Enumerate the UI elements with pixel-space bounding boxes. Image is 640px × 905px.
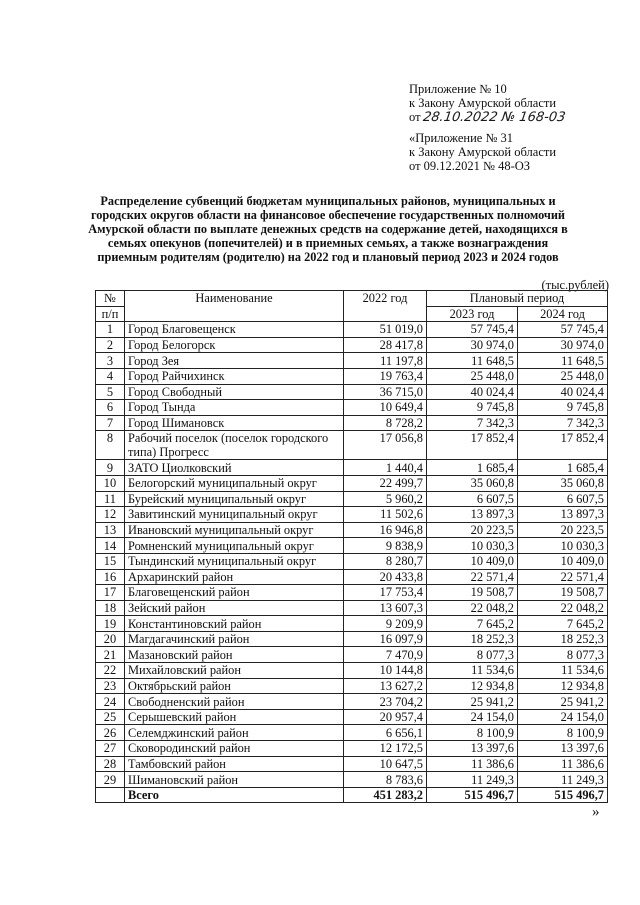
row-2022: 5 960,2	[344, 491, 427, 507]
row-name: Свободненский район	[125, 694, 344, 710]
table-row	[96, 600, 608, 616]
col-num-header-2: п/п	[96, 306, 125, 322]
row-2022: 28 417,8	[344, 337, 427, 353]
table-row	[96, 337, 608, 353]
table-row	[96, 522, 608, 538]
row-name: Город Свободный	[125, 384, 344, 400]
row-2022: 19 763,4	[344, 368, 427, 384]
table-row	[96, 647, 608, 663]
row-2024: 9 745,8	[518, 400, 608, 416]
table-header-row-1	[96, 291, 608, 307]
row-2024: 11 534,6	[518, 663, 608, 679]
row-name: Михайловский район	[125, 663, 344, 679]
row-2023: 40 024,4	[427, 384, 518, 400]
date-line	[409, 110, 565, 125]
row-name: Ромненский муниципальный округ	[125, 538, 344, 554]
row-2023: 24 154,0	[427, 709, 518, 725]
row-2023: 10 030,3	[427, 538, 518, 554]
table-row	[96, 475, 608, 491]
row-number: 1	[96, 322, 125, 338]
row-number: 18	[96, 600, 125, 616]
row-number: 4	[96, 368, 125, 384]
row-2023: 7 342,3	[427, 415, 518, 431]
row-number: 23	[96, 678, 125, 694]
table-row	[96, 585, 608, 601]
row-2022: 23 704,2	[344, 694, 427, 710]
table-row	[96, 553, 608, 569]
prev-date-line: от 09.12.2021 № 48-ОЗ	[409, 159, 531, 173]
row-2024: 24 154,0	[518, 709, 608, 725]
row-number: 2	[96, 337, 125, 353]
row-name: Магдагачинский район	[125, 631, 344, 647]
row-name: Тамбовский район	[125, 756, 344, 772]
table-row	[96, 772, 608, 788]
table-row	[96, 353, 608, 369]
row-2022: 20 433,8	[344, 569, 427, 585]
row-number: 12	[96, 507, 125, 523]
table-row	[96, 663, 608, 679]
row-2022: 9 209,9	[344, 616, 427, 632]
row-2023: 22 571,4	[427, 569, 518, 585]
row-2023: 35 060,8	[427, 475, 518, 491]
row-2022: 11 197,8	[344, 353, 427, 369]
row-2024: 57 745,4	[518, 322, 608, 338]
table-row	[96, 460, 608, 476]
table-body	[96, 322, 608, 803]
row-2024: 22 571,4	[518, 569, 608, 585]
units-label: (тыс.рублей)	[541, 278, 609, 292]
row-number: 24	[96, 694, 125, 710]
row-number: 15	[96, 553, 125, 569]
row-2022: 17 753,4	[344, 585, 427, 601]
row-name: Тындинский муниципальный округ	[125, 553, 344, 569]
row-2022: 1 440,4	[344, 460, 427, 476]
row-2024: 17 852,4	[518, 431, 608, 460]
row-2024: 30 974,0	[518, 337, 608, 353]
row-number: 28	[96, 756, 125, 772]
table-row	[96, 694, 608, 710]
row-number: 3	[96, 353, 125, 369]
row-2024: 6 607,5	[518, 491, 608, 507]
table-row	[96, 368, 608, 384]
table-row	[96, 507, 608, 523]
row-name: Город Райчихинск	[125, 368, 344, 384]
row-name: Город Белогорск	[125, 337, 344, 353]
row-number: 22	[96, 663, 125, 679]
row-name: ЗАТО Циолковский	[125, 460, 344, 476]
row-2023: 11 648,5	[427, 353, 518, 369]
row-2022: 10 144,8	[344, 663, 427, 679]
row-2023: 7 645,2	[427, 616, 518, 632]
row-2024: 18 252,3	[518, 631, 608, 647]
row-2022: 8 783,6	[344, 772, 427, 788]
row-2024: 7 645,2	[518, 616, 608, 632]
row-number: 29	[96, 772, 125, 788]
prev-appendix-line: «Приложение № 31	[409, 131, 514, 145]
row-number: 11	[96, 491, 125, 507]
row-name: Город Шимановск	[125, 415, 344, 431]
row-number: 7	[96, 415, 125, 431]
row-2023: 11 534,6	[427, 663, 518, 679]
table-row	[96, 756, 608, 772]
row-2023: 25 448,0	[427, 368, 518, 384]
row-name: Завитинский муниципальный округ	[125, 507, 344, 523]
col-num-header: №	[96, 291, 125, 307]
total-y2022: 451 283,2	[344, 787, 427, 803]
row-2024: 13 897,3	[518, 507, 608, 523]
row-number: 27	[96, 741, 125, 757]
row-name: Мазановский район	[125, 647, 344, 663]
row-2024: 25 941,2	[518, 694, 608, 710]
row-2022: 36 715,0	[344, 384, 427, 400]
row-2023: 11 249,3	[427, 772, 518, 788]
row-2024: 13 397,6	[518, 741, 608, 757]
row-name: Сковородинский район	[125, 741, 344, 757]
row-name: Белогорский муниципальный округ	[125, 475, 344, 491]
row-2024: 11 249,3	[518, 772, 608, 788]
date-prefix: от	[409, 110, 421, 124]
row-2022: 6 656,1	[344, 725, 427, 741]
col-2024-header: 2024 год	[518, 306, 608, 322]
row-name: Благовещенский район	[125, 585, 344, 601]
row-name: Архаринский район	[125, 569, 344, 585]
row-2024: 20 223,5	[518, 522, 608, 538]
row-name: Константиновский район	[125, 616, 344, 632]
row-2024: 35 060,8	[518, 475, 608, 491]
row-2024: 40 024,4	[518, 384, 608, 400]
table-row	[96, 678, 608, 694]
row-2023: 20 223,5	[427, 522, 518, 538]
row-2022: 17 056,8	[344, 431, 427, 460]
col-2023-header: 2023 год	[427, 306, 518, 322]
row-2024: 8 100,9	[518, 725, 608, 741]
table-row	[96, 491, 608, 507]
row-2022: 51 019,0	[344, 322, 427, 338]
total-row	[96, 787, 608, 803]
prev-law-line: к Закону Амурской области	[409, 145, 557, 159]
previous-appendix-header	[409, 131, 556, 173]
row-number: 25	[96, 709, 125, 725]
row-name: Город Тында	[125, 400, 344, 416]
row-2023: 1 685,4	[427, 460, 518, 476]
row-name: Рабочий поселок (поселок городского типа) Прогресс	[125, 431, 344, 460]
row-2023: 18 252,3	[427, 631, 518, 647]
row-2023: 30 974,0	[427, 337, 518, 353]
row-2022: 16 946,8	[344, 522, 427, 538]
row-2024: 1 685,4	[518, 460, 608, 476]
row-2022: 22 499,7	[344, 475, 427, 491]
subsidy-table	[95, 290, 608, 803]
row-2022: 12 172,5	[344, 741, 427, 757]
row-2023: 19 508,7	[427, 585, 518, 601]
row-2022: 16 097,9	[344, 631, 427, 647]
row-2023: 10 409,0	[427, 553, 518, 569]
row-2024: 19 508,7	[518, 585, 608, 601]
handwritten-date-number: 28.10.2022 № 168-03	[421, 110, 566, 125]
row-2023: 12 934,8	[427, 678, 518, 694]
row-number: 21	[96, 647, 125, 663]
row-2024: 11 648,5	[518, 353, 608, 369]
row-name: Октябрьский район	[125, 678, 344, 694]
row-2022: 20 957,4	[344, 709, 427, 725]
row-name: Город Зея	[125, 353, 344, 369]
row-name: Серышевский район	[125, 709, 344, 725]
table-row	[96, 616, 608, 632]
row-2023: 8 100,9	[427, 725, 518, 741]
table-row	[96, 322, 608, 338]
table-row	[96, 709, 608, 725]
row-2022: 9 838,9	[344, 538, 427, 554]
row-number: 5	[96, 384, 125, 400]
col-plan-header: Плановый период	[427, 291, 608, 307]
table-row	[96, 538, 608, 554]
row-number: 17	[96, 585, 125, 601]
table-row	[96, 415, 608, 431]
row-number: 16	[96, 569, 125, 585]
appendix-line: Приложение № 10	[409, 82, 507, 96]
document-title: Распределение субвенций бюджетам муниципальных районов, муниципальных и городских округов области на финансовое обеспечение государственных полномочий Амурской области по выплате денежных средств на содержание детей, находящихся в семьях опекунов (попечителей) и в приемных семьях, а также вознаграждения приемным родителям (родителю) на 2022 год и плановый период 2023 и 2024 годов	[88, 194, 568, 264]
row-2023: 25 941,2	[427, 694, 518, 710]
row-number: 13	[96, 522, 125, 538]
row-2024: 12 934,8	[518, 678, 608, 694]
table-row	[96, 431, 608, 460]
law-line: к Закону Амурской области	[409, 96, 557, 110]
row-2022: 11 502,6	[344, 507, 427, 523]
row-2022: 8 728,2	[344, 415, 427, 431]
row-name: Шимановский район	[125, 772, 344, 788]
row-number: 6	[96, 400, 125, 416]
row-name: Город Благовещенск	[125, 322, 344, 338]
row-2022: 10 649,4	[344, 400, 427, 416]
row-2024: 25 448,0	[518, 368, 608, 384]
total-y2024: 515 496,7	[518, 787, 608, 803]
row-name: Ивановский муниципальный округ	[125, 522, 344, 538]
row-number: 20	[96, 631, 125, 647]
table-row	[96, 631, 608, 647]
row-number: 19	[96, 616, 125, 632]
col-name-header: Наименование	[125, 291, 344, 322]
row-number: 14	[96, 538, 125, 554]
row-name: Бурейский муниципальный округ	[125, 491, 344, 507]
table-row	[96, 725, 608, 741]
row-2023: 9 745,8	[427, 400, 518, 416]
row-name: Селемджинский район	[125, 725, 344, 741]
row-2024: 10 409,0	[518, 553, 608, 569]
row-2024: 8 077,3	[518, 647, 608, 663]
row-2022: 13 607,3	[344, 600, 427, 616]
row-2022: 13 627,2	[344, 678, 427, 694]
row-2023: 6 607,5	[427, 491, 518, 507]
row-2024: 10 030,3	[518, 538, 608, 554]
row-name: Зейский район	[125, 600, 344, 616]
table-row	[96, 400, 608, 416]
row-2022: 10 647,5	[344, 756, 427, 772]
row-2023: 57 745,4	[427, 322, 518, 338]
table-row	[96, 569, 608, 585]
row-number: 10	[96, 475, 125, 491]
total-y2023: 515 496,7	[427, 787, 518, 803]
row-number: 9	[96, 460, 125, 476]
appendix-header	[409, 82, 565, 125]
row-2023: 13 897,3	[427, 507, 518, 523]
row-number: 8	[96, 431, 125, 460]
col-2022-header: 2022 год	[344, 291, 427, 322]
row-2023: 17 852,4	[427, 431, 518, 460]
closing-quote: »	[592, 804, 600, 820]
row-2023: 11 386,6	[427, 756, 518, 772]
row-2023: 8 077,3	[427, 647, 518, 663]
row-2024: 22 048,2	[518, 600, 608, 616]
row-2024: 11 386,6	[518, 756, 608, 772]
table-row	[96, 741, 608, 757]
total-num	[96, 787, 125, 803]
row-2023: 22 048,2	[427, 600, 518, 616]
row-2022: 8 280,7	[344, 553, 427, 569]
row-2024: 7 342,3	[518, 415, 608, 431]
row-2022: 7 470,9	[344, 647, 427, 663]
total-name: Всего	[125, 787, 344, 803]
row-2023: 13 397,6	[427, 741, 518, 757]
table-row	[96, 384, 608, 400]
row-number: 26	[96, 725, 125, 741]
